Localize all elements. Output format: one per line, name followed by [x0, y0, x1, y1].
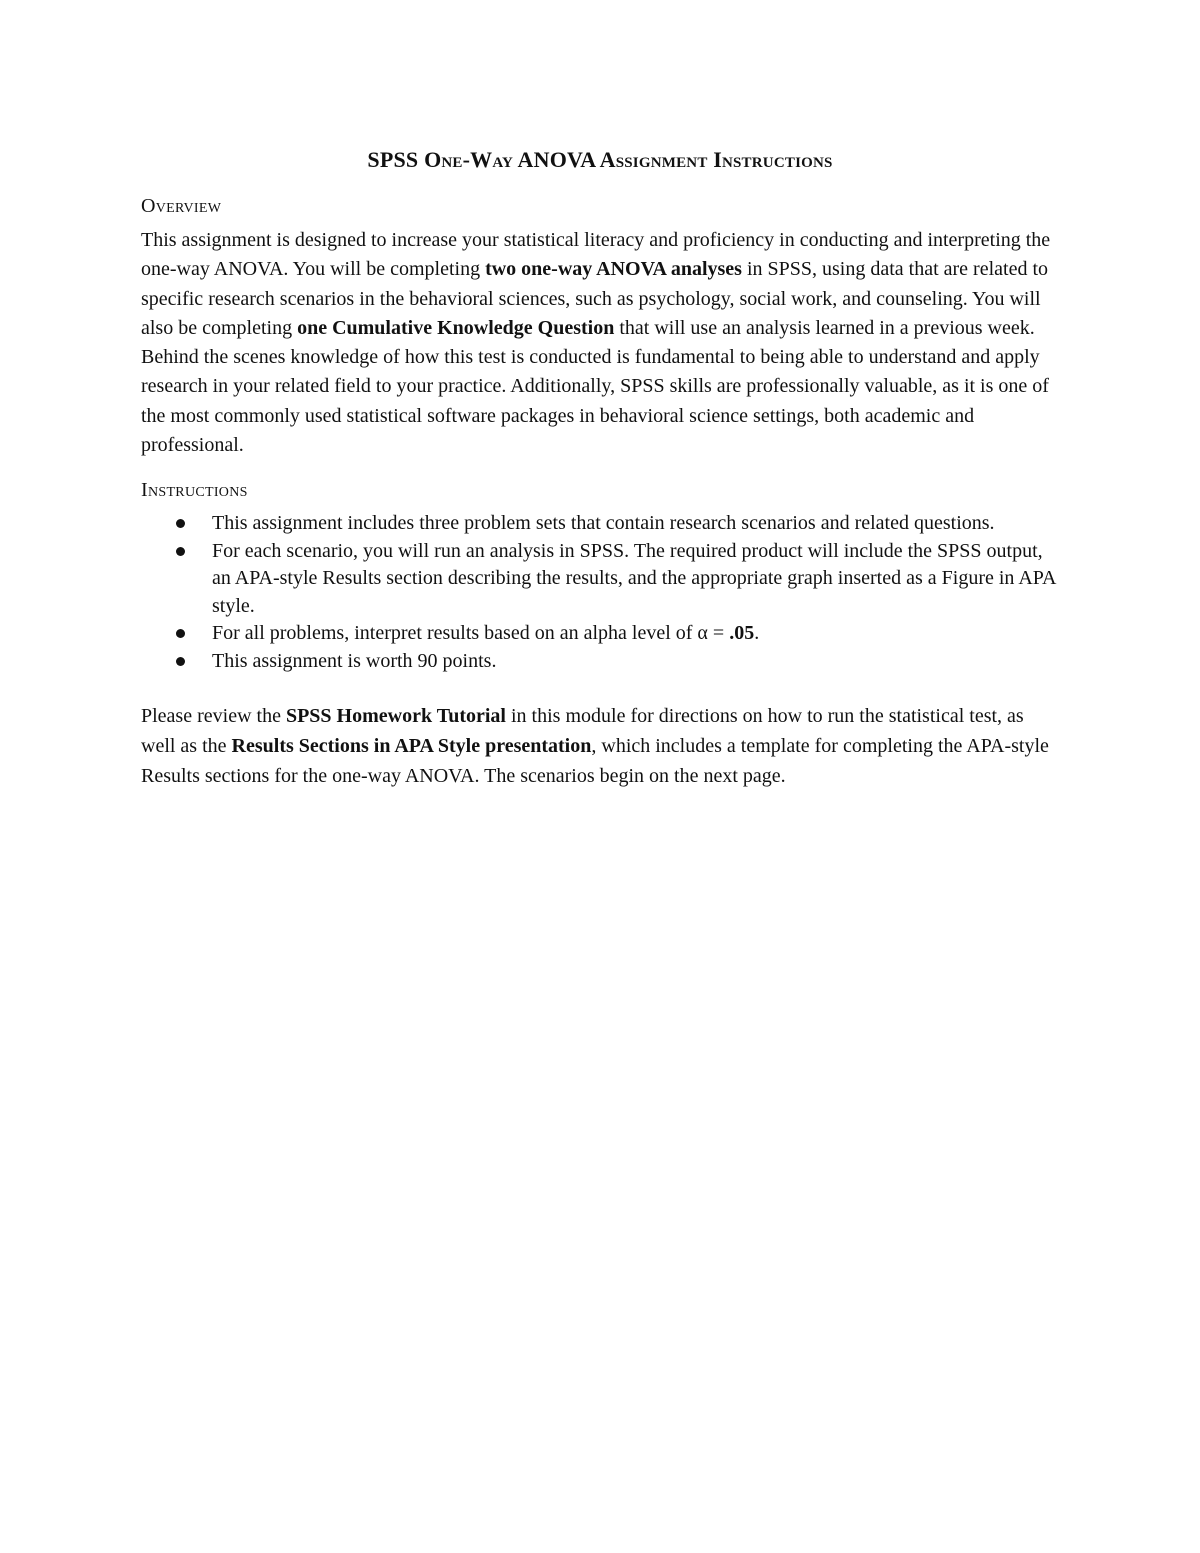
instructions-list: [141, 510, 1059, 675]
bullet-text: This assignment includes three problem sets that contain research scenarios and related questions.: [212, 512, 995, 535]
overview-bold-1: two one-way ANOVA analyses: [485, 258, 742, 281]
overview-paragraph: [141, 226, 1059, 460]
page-content: [141, 146, 1059, 791]
list-item: [141, 510, 1059, 538]
instructions-heading: Instructions: [141, 479, 248, 502]
bullet-icon: [176, 629, 185, 638]
bullet-icon: [176, 657, 185, 666]
bullet-text: For each scenario, you will run an analysis in SPSS. The required product will include the SPSS output, an APA-style Results section describing the results, and the appropriate graph inserted as a Figure in APA style.: [212, 539, 1056, 617]
overview-heading: Overview: [141, 195, 222, 217]
bullet-text-end: .: [754, 622, 760, 645]
closing-bold-2: Results Sections in APA Style presentation: [231, 735, 592, 758]
closing-text-3: , which includes a template for completing the APA-style Results sections for the one-way ANOVA. The scenarios begin on the next page.: [141, 735, 1049, 788]
list-item: [141, 648, 1059, 676]
closing-text-2: in this module for directions on how to run the statistical test, as well as the: [141, 705, 1024, 758]
list-item: [141, 538, 1059, 621]
bullet-icon: [176, 519, 185, 528]
overview-text-1: This assignment is designed to increase your statistical literacy and proficiency in conducting and interpreting the one-way ANOVA. You will be completing: [141, 229, 1051, 281]
overview-bold-2: one Cumulative Knowledge Question: [297, 316, 615, 339]
closing-paragraph: [141, 701, 1059, 791]
list-item: [141, 620, 1059, 648]
closing-bold-1: SPSS Homework Tutorial: [285, 705, 506, 728]
alpha-value: .05: [729, 622, 755, 645]
page-title: SPSS One-Way ANOVA Assignment Instructions: [367, 147, 833, 172]
bullet-text: This assignment is worth 90 points.: [212, 649, 497, 672]
overview-text-2: in SPSS, using data that are related to specific research scenarios in the behavioral sciences, such as psychology, social work, and counseling. You will also be completing: [141, 258, 1049, 339]
overview-text-3: that will use an analysis learned in a previous week. Behind the scenes knowledge of how this test is conducted is fundamental to being able to understand and apply research in your related field to your practice. Additionally, SPSS skills are professionally valuable, as it is one of the most commonly used statistical software packages in behavioral science settings, both academic and professional.: [141, 316, 1049, 457]
closing-text-1: Please review the: [141, 705, 286, 728]
bullet-text: For all problems, interpret results based on an alpha level of α =: [212, 622, 730, 645]
bullet-icon: [176, 547, 185, 556]
